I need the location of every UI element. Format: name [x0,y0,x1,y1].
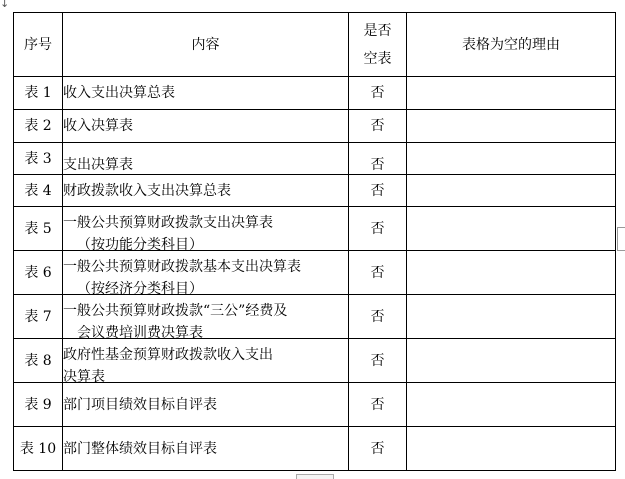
row-reason [407,110,616,143]
row-is-empty: 否 [349,427,407,471]
table-row [14,427,616,471]
table-row [14,295,616,339]
row-is-empty: 否 [349,175,407,207]
row-content-line2: 会议费培训费决算表 [77,324,203,341]
row-seq: 表 8 [14,339,63,383]
row-content-line2: （按功能分类科目） [77,236,203,253]
row-reason [407,251,616,295]
row-content [63,207,349,251]
table-row [14,383,616,427]
row-reason [407,383,616,427]
row-reason [407,175,616,207]
row-seq: 表 10 [14,427,63,471]
row-is-empty: 否 [349,383,407,427]
row-content: 部门项目绩效目标自评表 [63,383,349,427]
row-is-empty: 否 [349,339,407,383]
row-seq: 表 9 [14,383,63,427]
anchor-icon: ↧ [0,0,10,10]
row-content-line1: 一般公共预算财政拨款基本支出决算表 [63,258,301,275]
row-content [63,295,349,339]
row-content: 收入决算表 [63,110,349,143]
row-seq: 表 2 [14,110,63,143]
row-seq: 表 6 [14,251,63,295]
row-reason [407,143,616,175]
row-content-line1: 一般公共预算财政拨款支出决算表 [63,214,273,231]
row-is-empty: 否 [349,251,407,295]
row-content-line2: （按经济分类科目） [77,280,203,297]
header-content: 内容 [63,13,349,77]
table-row [14,339,616,383]
row-is-empty: 否 [349,77,407,110]
table-row [14,143,616,175]
page-edge-marker [617,227,625,251]
row-reason [407,295,616,339]
table-row [14,175,616,207]
row-content: 支出决算表 [63,143,349,175]
header-is-empty-line1: 是否 [363,22,392,39]
header-reason: 表格为空的理由 [407,13,616,77]
row-content [63,339,349,383]
row-is-empty: 否 [349,143,407,175]
summary-table [13,12,616,471]
row-reason [407,339,616,383]
row-content-line2: 决算表 [63,368,105,385]
table-row [14,110,616,143]
row-content: 财政拨款收入支出决算总表 [63,175,349,207]
row-is-empty: 否 [349,110,407,143]
row-reason [407,77,616,110]
row-reason [407,427,616,471]
table-row [14,207,616,251]
header-is-empty [349,13,407,77]
row-seq: 表 7 [14,295,63,339]
table-row [14,251,616,295]
row-content-line1: 一般公共预算财政拨款“三公”经费及 [63,302,288,319]
header-row [14,13,616,77]
table-row [14,77,616,110]
header-is-empty-line2: 空表 [363,50,392,67]
row-content [63,251,349,295]
row-seq: 表 3 [14,143,63,175]
row-content-line1: 政府性基金预算财政拨款收入支出 [63,346,273,363]
row-seq: 表 5 [14,207,63,251]
row-seq: 表 1 [14,77,63,110]
row-content: 部门整体绩效目标自评表 [63,427,349,471]
row-is-empty: 否 [349,207,407,251]
row-is-empty: 否 [349,295,407,339]
page-bottom-marker [296,474,334,479]
row-seq: 表 4 [14,175,63,207]
row-content: 收入支出决算总表 [63,77,349,110]
row-reason [407,207,616,251]
header-seq: 序号 [14,13,63,77]
